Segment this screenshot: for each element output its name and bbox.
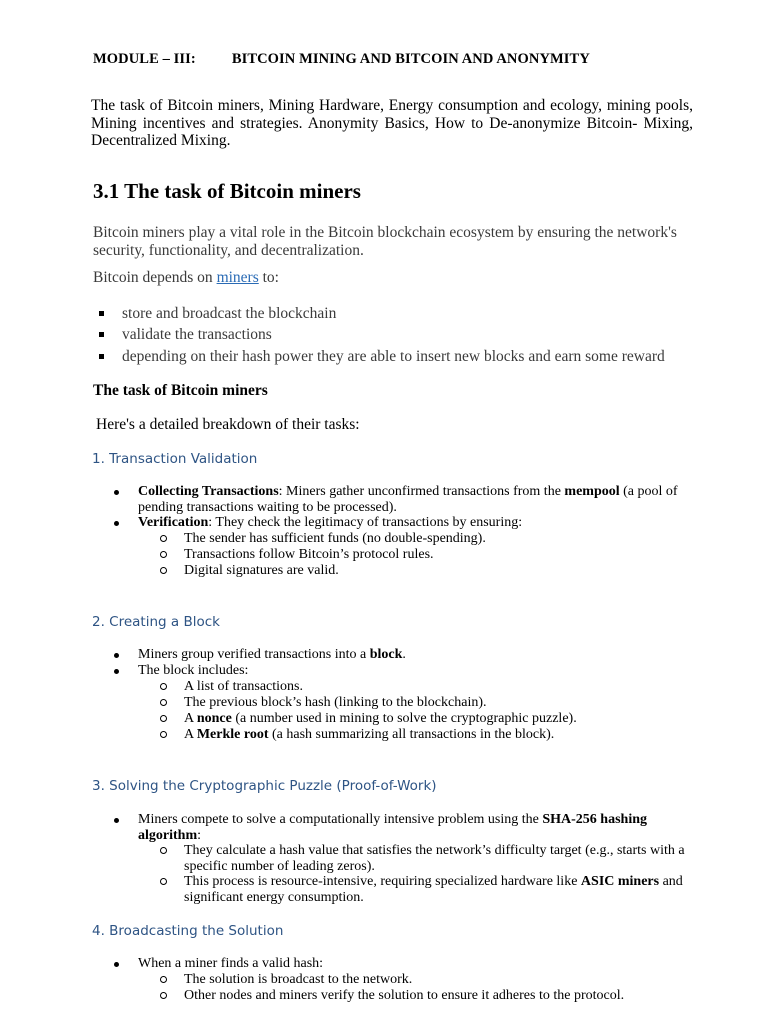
intro-paragraph: The task of Bitcoin miners, Mining Hardware, Energy consumption and ecology, mining pools, Mining incentives and strategies. Anonymity Basics, How to De-anonymize Bitcoin- Mixing, Decentralized Mixing. [91,97,693,149]
bullet-icon [114,669,119,674]
miners-link[interactable]: miners [216,269,259,286]
breakdown-text: Here's a detailed breakdown of their tasks: [96,416,360,433]
bullet-icon [114,818,119,823]
module-heading [93,51,590,68]
section-title-creating-block: 2. Creating a Block [92,614,220,630]
bullet-icon [114,490,119,495]
module-label: MODULE – III: [93,51,196,67]
intro-para-miners: Bitcoin miners play a vital role in the Bitcoin blockchain ecosystem by ensuring the network's security, functionality, and decentralization. [93,224,677,259]
square-bullet-icon [99,311,104,316]
section-title-broadcasting: 4. Broadcasting the Solution [92,923,284,939]
bullet-icon [114,521,119,526]
depends-para: Bitcoin depends on miners to: [93,269,279,286]
section-heading-3-1: 3.1 The task of Bitcoin miners [93,179,361,203]
square-bullet-icon [99,354,104,359]
subheading-task: The task of Bitcoin miners [93,382,268,399]
bullet-icon [114,653,119,658]
circle-bullet-icon [160,878,167,885]
section-title-proof-of-work: 3. Solving the Cryptographic Puzzle (Proof-of-Work) [92,778,437,794]
circle-bullet-icon [160,992,167,999]
circle-bullet-icon [160,715,167,722]
circle-bullet-icon [160,731,167,738]
circle-bullet-icon [160,535,167,542]
circle-bullet-icon [160,847,167,854]
square-bullet-icon [99,332,104,337]
bullet-icon [114,962,119,967]
circle-bullet-icon [160,976,167,983]
circle-bullet-icon [160,567,167,574]
section-title-transaction-validation: 1. Transaction Validation [92,451,258,467]
circle-bullet-icon [160,551,167,558]
circle-bullet-icon [160,699,167,706]
circle-bullet-icon [160,683,167,690]
module-title: BITCOIN MINING AND BITCOIN AND ANONYMITY [231,51,590,67]
